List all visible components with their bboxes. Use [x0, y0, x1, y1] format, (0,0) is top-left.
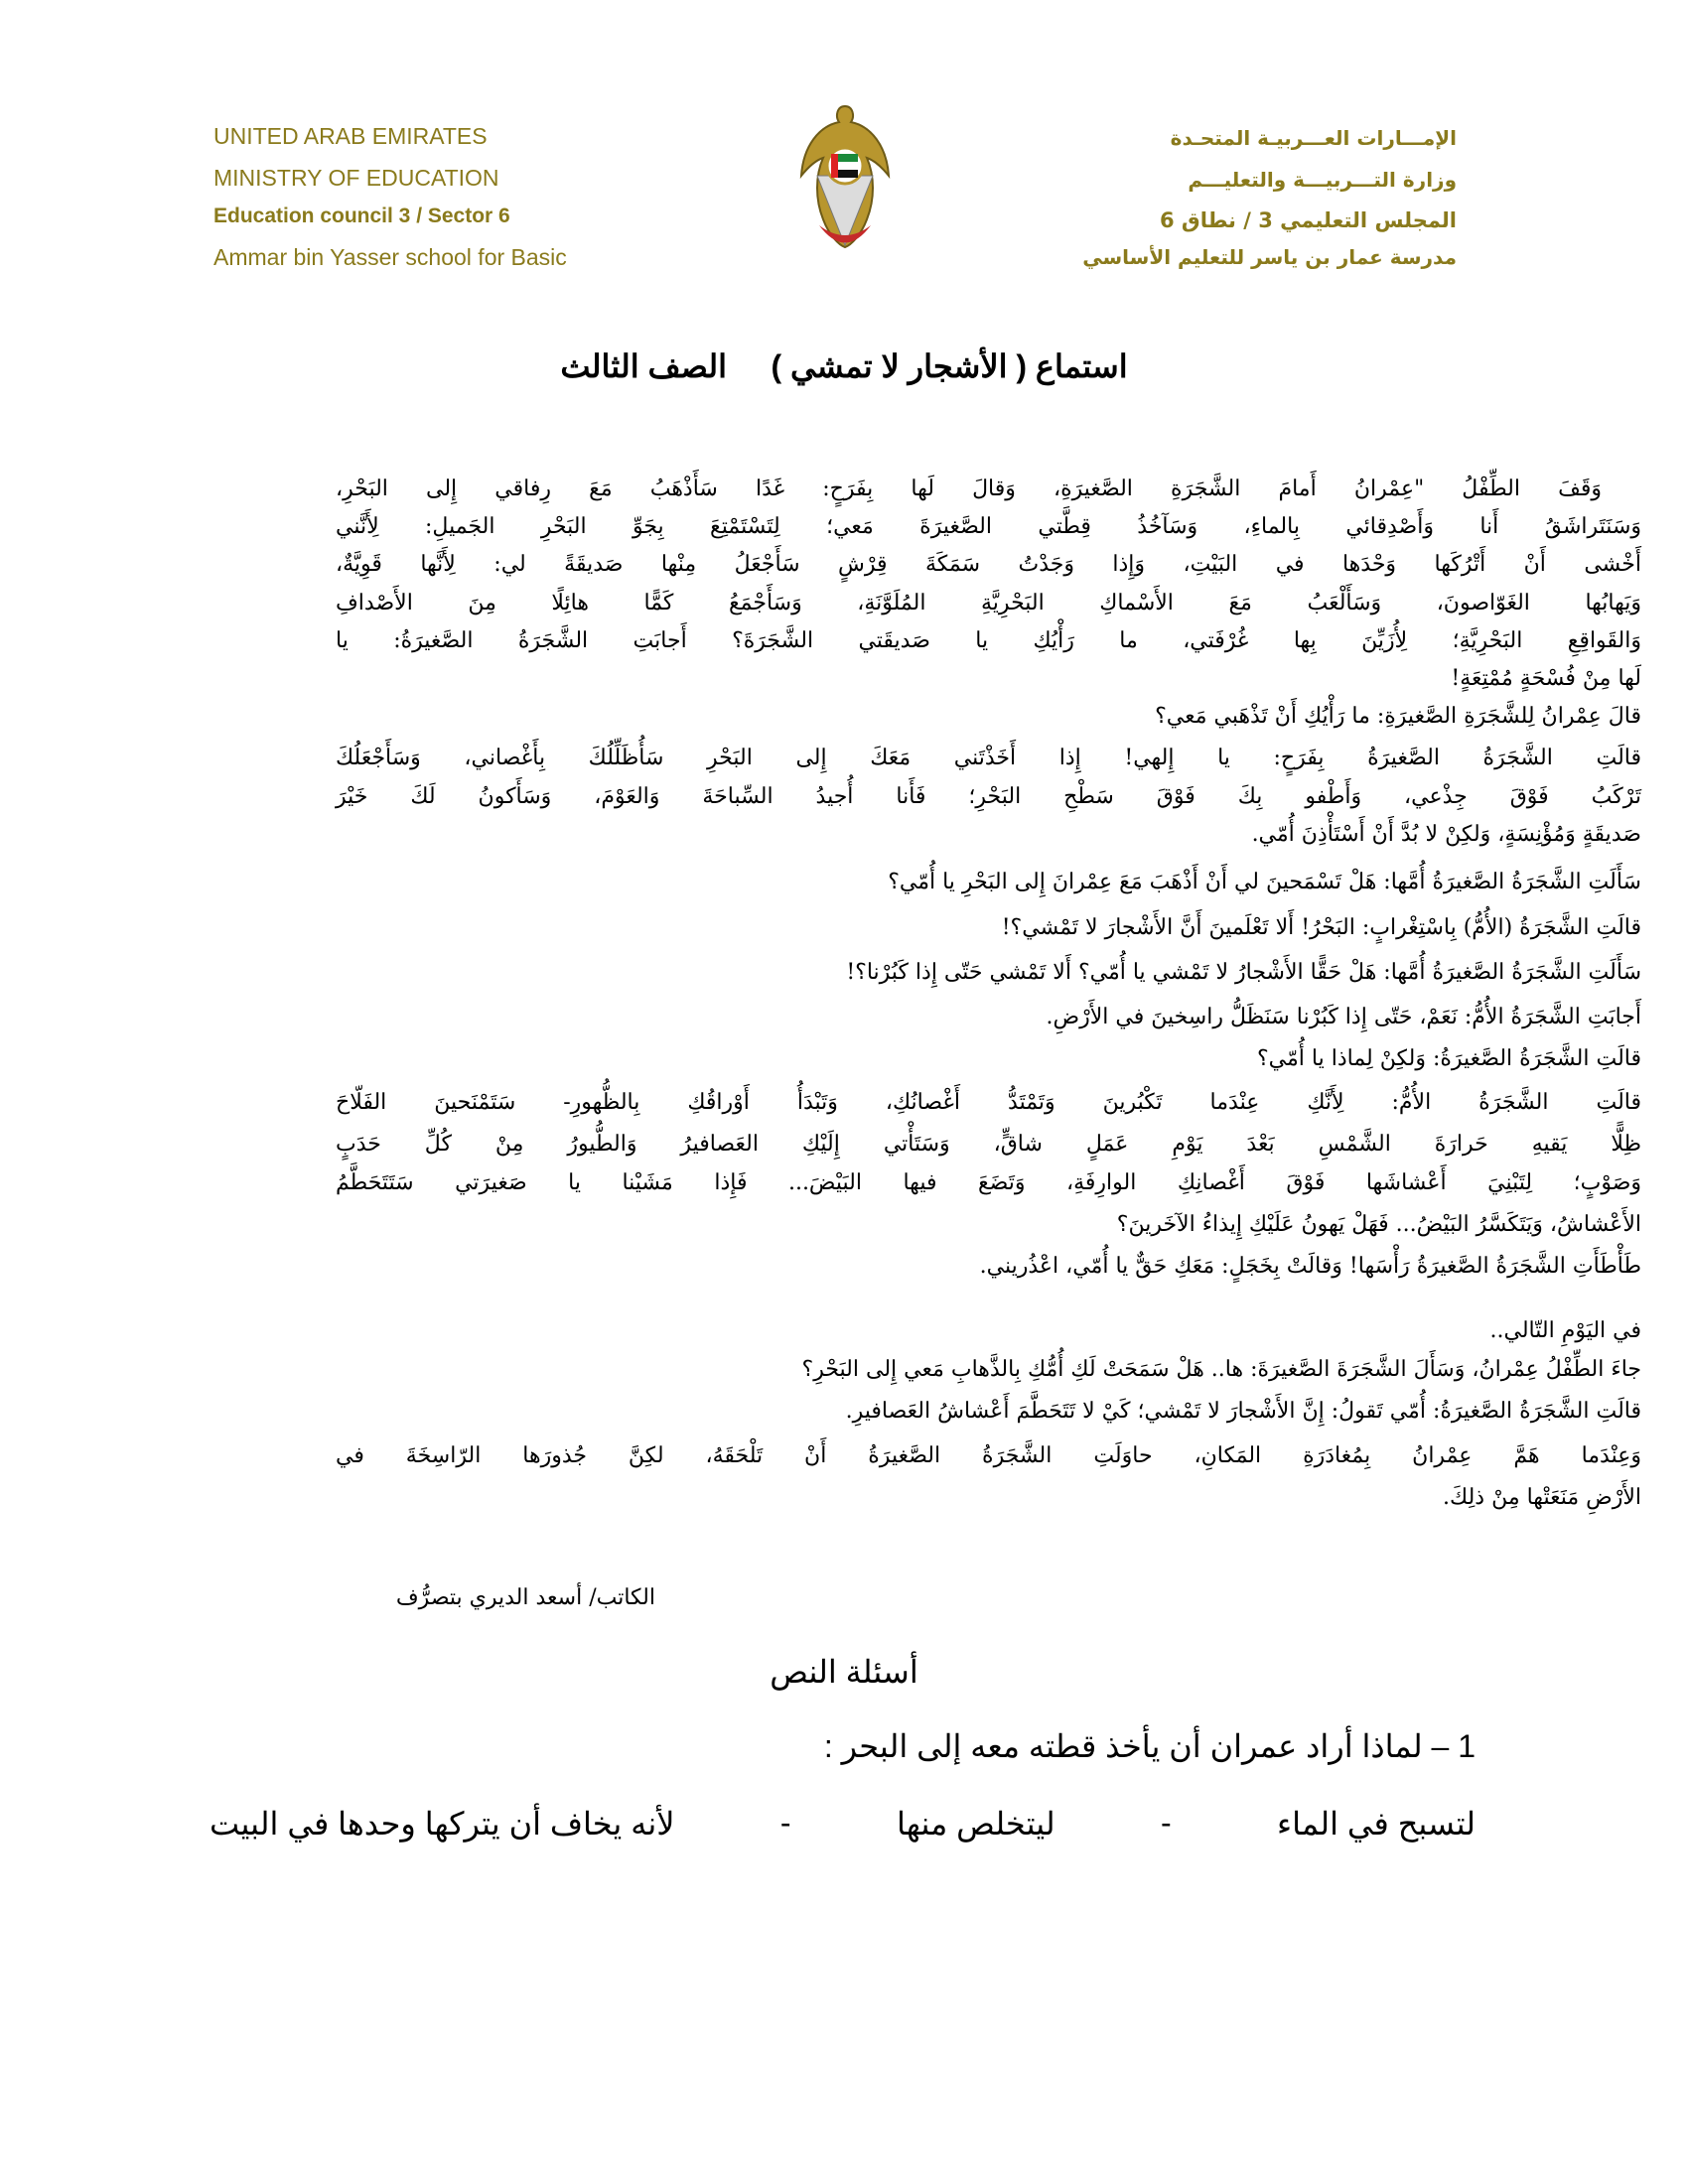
story-line: وَالقَواقِعِ البَحْرِيَّةِ؛ لِأُزَيِّنَ بِها غُرْفَتي، ما رَأْيُكِ يا صَديقَتي الشَّجَرَةَ؟ أَجابَتِ الشَّجَرَةُ الصَّغيرَةُ: يا — [336, 628, 1641, 653]
story-line: سَأَلَتِ الشَّجَرَةُ الصَّغيرَةُ أُمَّها: هَلْ حَقًّا الأَشْجارُ لا تَمْشي يا أُمّي؟ أَلا تَمْشي حَتّى إِذا كَبُرْنا؟! — [846, 960, 1641, 985]
author-credit: الكاتب/ أسعد الديري بتصرُّف — [395, 1585, 655, 1610]
story-line: في اليَوْمِ التّالي.. — [1489, 1318, 1641, 1343]
story-line: صَديقَةٍ وَمُؤْنِسَةٍ، وَلكِنْ لا بُدَّ أَنْ أَسْتَأْذِنَ أُمّي. — [1251, 822, 1641, 847]
story-line: جاءَ الطِّفْلُ عِمْرانُ، وَسَأَلَ الشَّجَرَةَ الصَّغيرَةَ: ها.. هَلْ سَمَحَتْ لَكِ أُمُّكِ بِالذَّهابِ مَعي إِلى البَحْرِ؟ — [801, 1357, 1641, 1382]
header-council: Education council 3 / Sector 6 — [213, 205, 510, 227]
questions-heading: أسئلة النص — [770, 1654, 918, 1690]
story-line: تَرْكَبُ فَوْقَ جِذْعي، وَأَطْفو بِكَ فَوْقَ سَطْحِ البَحْرِ؛ فَأَنا أُجيدُ السِّباحَةَ وَالعَوْمَ، وَسَأَكونُ لَكَ خَيْرَ — [336, 784, 1641, 809]
story-line: لَها مِنْ فُسْحَةٍ مُمْتِعَةٍ! — [1451, 666, 1641, 691]
page-title: استماع ( الأشجار لا تمشي ) الصف الثالث — [560, 348, 1128, 384]
header-school: Ammar bin Yasser school for Basic — [213, 244, 567, 270]
story-line: وَقَفَ الطِّفْلُ "عِمْرانُ أَمامَ الشَّجَرَةِ الصَّغيرَةِ، وَقالَ لَها بِفَرَحٍ: غَدًا سَأَذْهَبُ مَعَ رِفاقي إِلى البَحْرِ، — [336, 477, 1602, 501]
story-line: أَجابَتِ الشَّجَرَةُ الأُمُّ: نَعَمْ، حَتّى إِذا كَبُرْنا سَنَظَلُّ راسِخينَ في الأَرْضِ. — [1046, 1005, 1641, 1029]
option-swim[interactable]: لتسبح في الماء — [1277, 1806, 1476, 1842]
story-line: قالَتِ الشَّجَرَةُ (الأُمُّ) بِاسْتِغْرابٍ: البَحْرُ! أَلا تَعْلَمينَ أَنَّ الأَشْجارَ لا تَمْشي؟! — [1001, 915, 1641, 940]
header-country-ar: الإمـــارات العـــربيـة المتحـدة — [1170, 126, 1457, 150]
story-line: الأَرْضِ مَنَعَتْها مِنْ ذلِكَ. — [1443, 1485, 1641, 1510]
story-line: قالَتِ الشَّجَرَةُ الصَّغيرَةُ بِفَرَحٍ: يا إِلهي! إِذا أَخَذْتَني مَعَكَ إِلى البَحْرِ سَأُظَلِّلُكَ بِأَغْصاني، وَسَأَجْعَلُكَ — [336, 746, 1641, 770]
story-line: طَأْطَأَتِ الشَّجَرَةُ الصَّغيرَةُ رَأْسَها! وَقالَتْ بِخَجَلٍ: مَعَكِ حَقٌّ يا أُمّي، اعْذُريني. — [979, 1254, 1641, 1279]
option-get-rid[interactable]: ليتخلص منها — [896, 1806, 1055, 1842]
question-1: 1 – لماذا أراد عمران أن يأخذ قطته معه إلى البحر : — [823, 1728, 1476, 1764]
option-separator: - — [779, 1805, 791, 1841]
story-line: وَصَوْبٍ؛ لِتَبْنِيَ أَعْشاشَها فَوْقَ أَغْصانِكِ الوارِفَةِ، وَتَضَعَ فيها البَيْضَ... فَإِذا مَشَيْنا يا صَغيرَتي سَتَتَحَطَّمُ — [336, 1170, 1641, 1195]
header-school-ar: مدرسة عمار بن ياسر للتعليم الأساسي — [1082, 245, 1457, 269]
story-line: أَخْشى أَنْ أَتْرُكَها وَحْدَها في البَيْتِ، وَإِذا وَجَدْتُ سَمَكَةَ قِرْشٍ سَأَجْعَلُ مِنْها صَديقَةً لي: لِأَنَّها قَوِيَّةٌ، — [336, 552, 1641, 577]
story-line: الأَعْشاشُ، وَيَتَكَسَّرُ البَيْضُ... فَهَلْ يَهونُ عَلَيْكِ إِيذاءُ الآخَرينَ؟ — [1116, 1212, 1641, 1237]
story-line: قالَتِ الشَّجَرَةُ الأُمُّ: لِأَنَّكِ عِنْدَما تَكْبُرينَ وَتَمْتَدُّ أَغْصانُكِ، وَتَبْدَأُ أَوْراقُكِ بِالظُّهورِ- سَتَمْنَحينَ الفَلّاحَ — [336, 1090, 1641, 1115]
option-separator: - — [1161, 1805, 1172, 1841]
story-line: ظِلًّا يَقيهِ حَرارَةَ الشَّمْسِ بَعْدَ يَوْمِ عَمَلٍ شاقٍّ، وَسَتَأْتي إِلَيْكِ العَصافيرُ وَالطُّيورُ مِنْ كُلِّ حَدَبٍ — [336, 1132, 1641, 1157]
question-1-options — [210, 1805, 1476, 1843]
option-afraid-alone[interactable]: لأنه يخاف أن يتركها وحدها في البيت — [210, 1806, 675, 1842]
story-line: وَيَهابُها الغَوّاصونَ، وَسَأَلْعَبُ مَعَ الأَسْماكِ البَحْرِيَّةِ المُلَوَّنَةِ، وَسَأَجْمَعُ كَمًّا هائِلًا مِنَ الأَصْدافِ — [336, 591, 1641, 615]
header-country: UNITED ARAB EMIRATES — [213, 123, 488, 149]
story-line: قالَتِ الشَّجَرَةُ الصَّغيرَةُ: وَلكِنْ لِماذا يا أُمّي؟ — [1256, 1046, 1641, 1071]
story-line: قالَ عِمْرانُ لِلشَّجَرَةِ الصَّغيرَةِ: ما رَأْيُكِ أَنْ تَذْهَبي مَعي؟ — [1155, 704, 1641, 729]
header-council-ar: المجلس التعليمي 3 / نطاق 6 — [1159, 208, 1457, 232]
story-line: وَعِنْدَما هَمَّ عِمْرانُ بِمُغادَرَةِ المَكانِ، حاوَلَتِ الشَّجَرَةُ الصَّغيرَةُ أَنْ تَلْحَقَهُ، لكِنَّ جُذورَها الرّاسِخَةَ في — [336, 1443, 1641, 1468]
story-line: قالَتِ الشَّجَرَةُ الصَّغيرَةُ: أُمّي تَقولُ: إِنَّ الأَشْجارَ لا تَمْشي؛ كَيْ لا تَتَحَطَّمَ أَعْشاشُ العَصافيرِ. — [845, 1399, 1641, 1424]
header-ministry: MINISTRY OF EDUCATION — [213, 165, 499, 191]
story-line: وَسَنَتَراشَقُ أَنا وَأَصْدِقائي بِالماءِ، وَسَآخُذُ قِطَّتي الصَّغيرَةَ مَعي؛ لِتَسْتَمْتِعَ بِجَوِّ البَحْرِ الجَميلِ: لِأَنَّني — [336, 514, 1641, 539]
header-ministry-ar: وزارة التـــربيـــة والتعليـــم — [1188, 168, 1457, 192]
story-line: سَأَلَتِ الشَّجَرَةُ الصَّغيرَةُ أُمَّها: هَلْ تَسْمَحينَ لي أَنْ أَذْهَبَ مَعَ عِمْرانَ إِلى البَحْرِ يا أُمّي؟ — [888, 870, 1641, 894]
uae-emblem-logo — [789, 96, 901, 263]
